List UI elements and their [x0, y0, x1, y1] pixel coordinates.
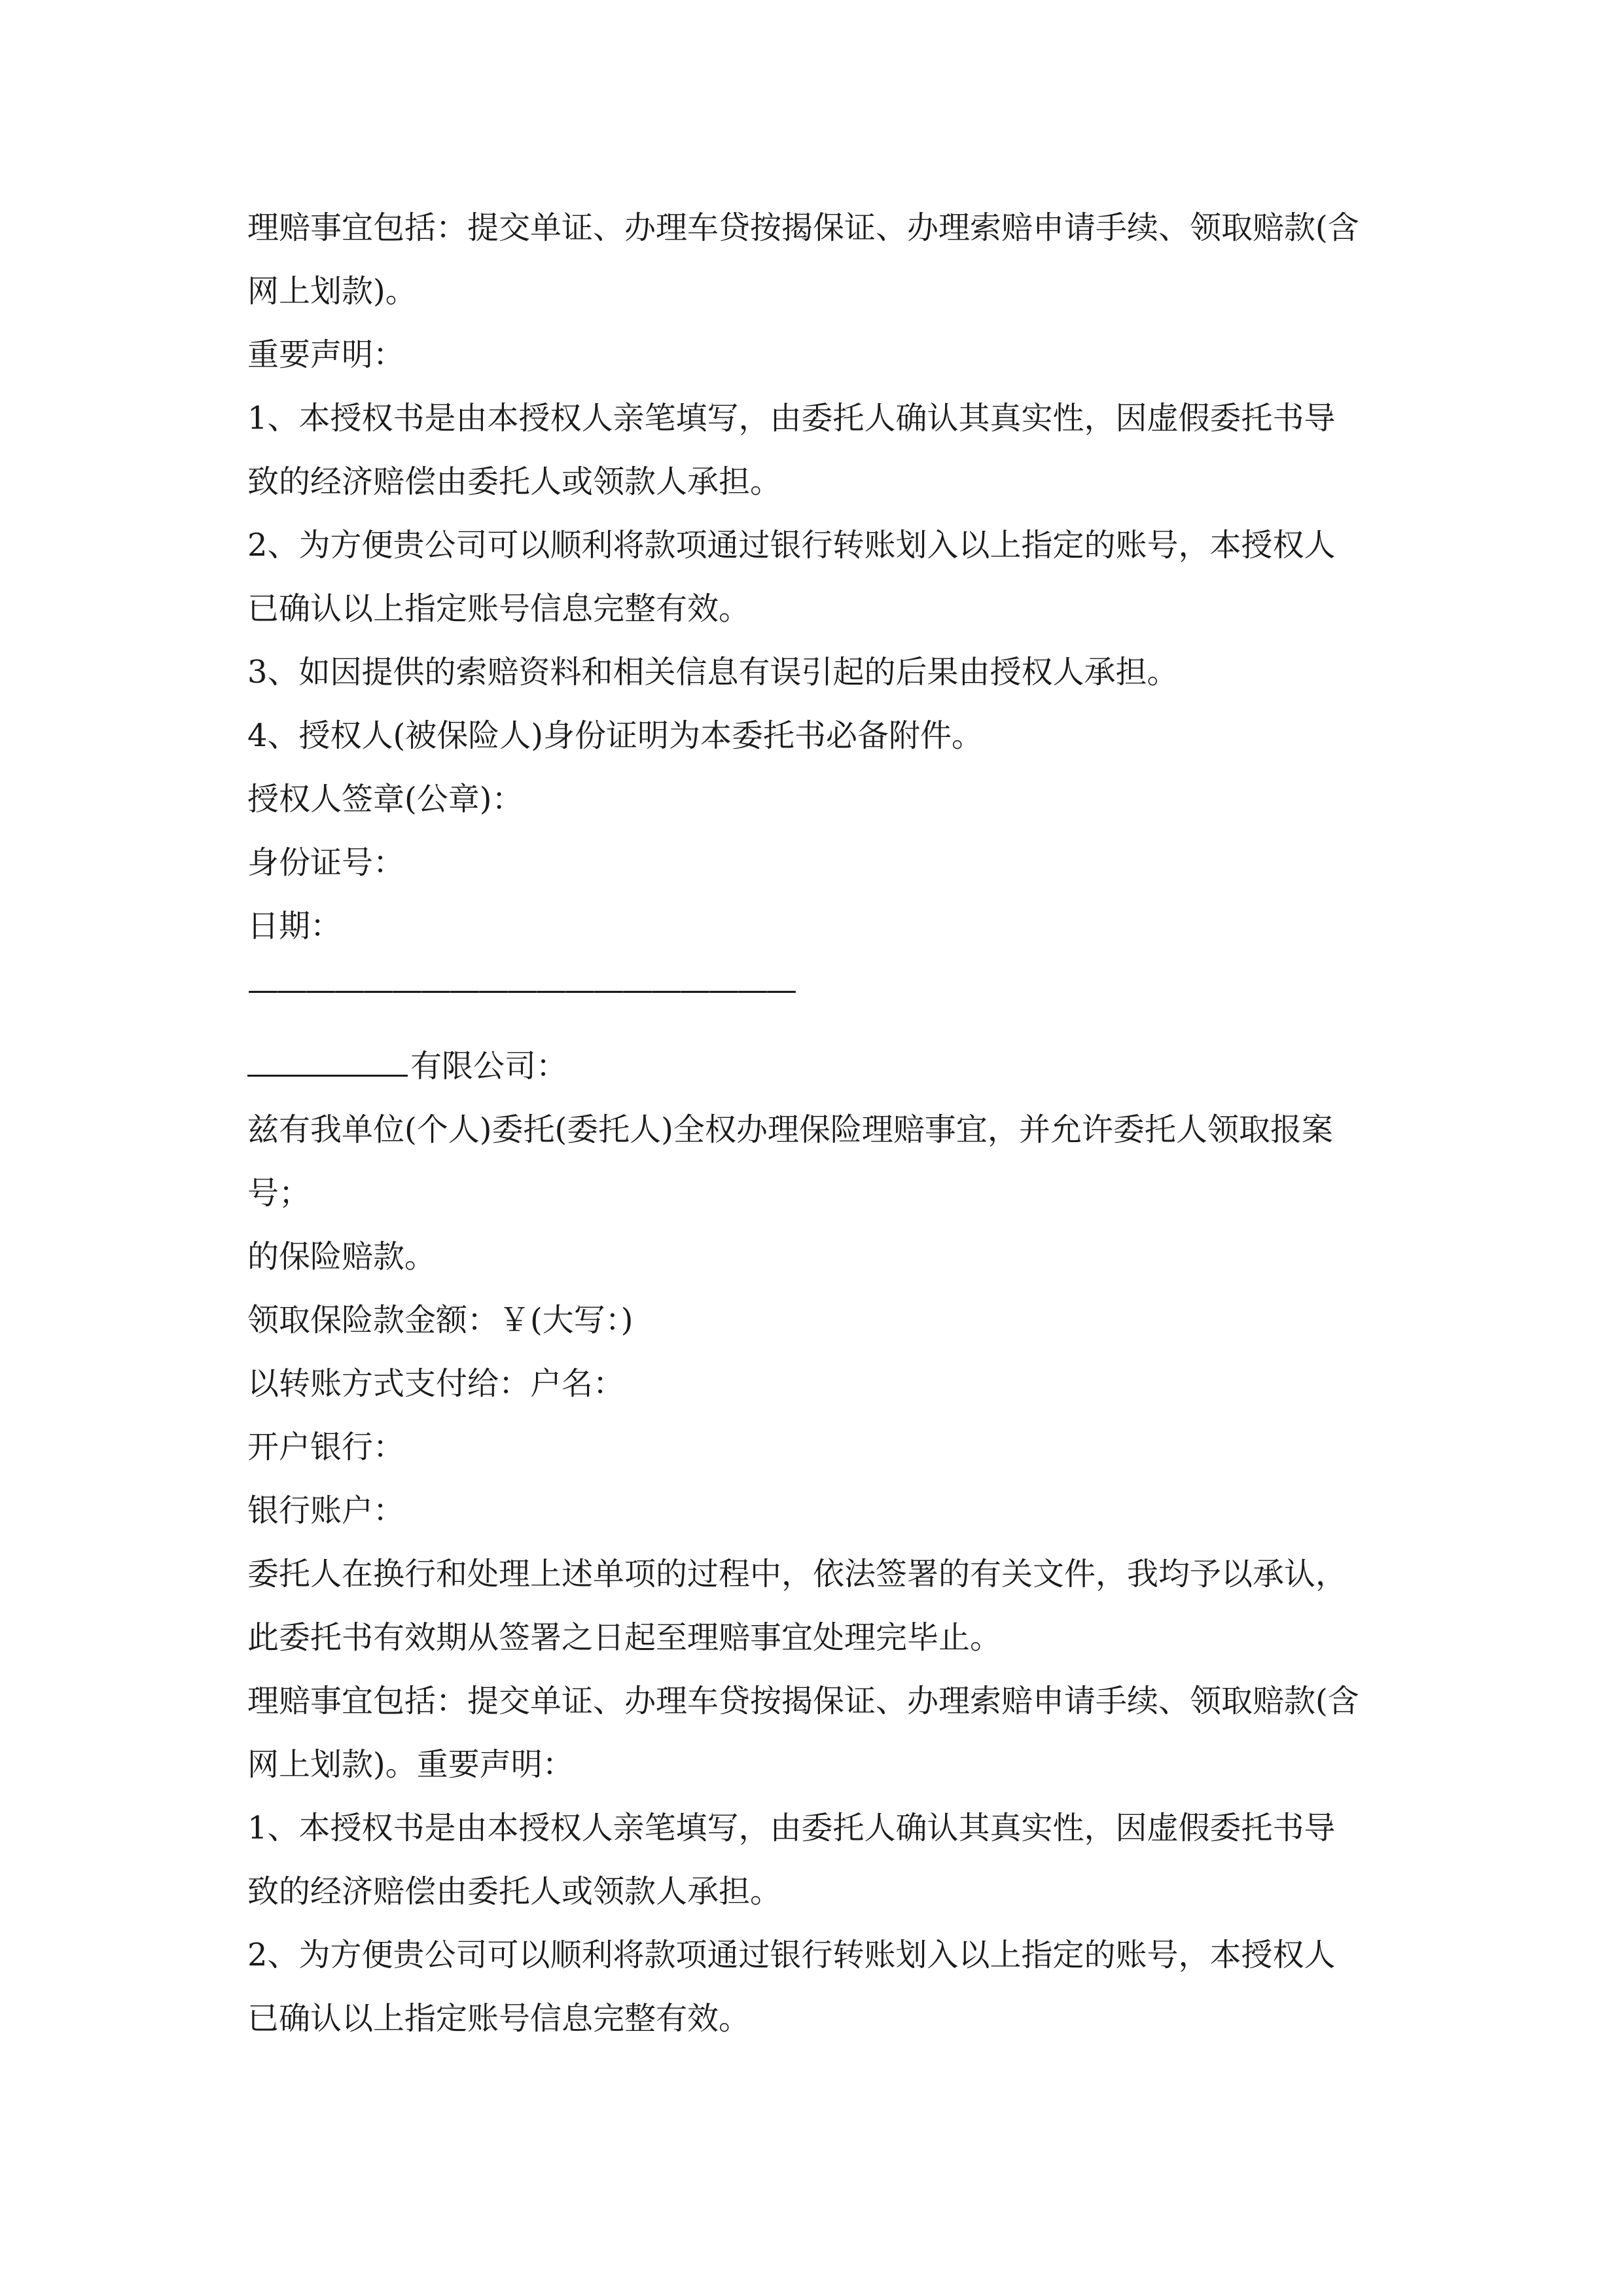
paragraph-line: 理赔事宜包括：提交单证、办理车贷按揭保证、办理索赔申请手续、领取赔款(含	[247, 209, 1359, 246]
paragraph-line: 已确认以上指定账号信息完整有效。	[247, 2000, 751, 2037]
paragraph-line: 2、为方便贵公司可以顺利将款项通过银行转账划入以上指定的账号，本授权人	[247, 527, 1336, 564]
paragraph-line: 1、本授权书是由本授权人亲笔填写，由委托人确认其真实性，因虚假委托书导	[247, 1810, 1336, 1846]
paragraph-line: 此委托书有效期从签署之日起至理赔事宜处理完毕止。	[247, 1619, 1002, 1656]
paragraph-line: 致的经济赔偿由委托人或领款人承担。	[247, 1873, 782, 1910]
amount-field-label: 领取保险款金额：￥(大写：)	[247, 1302, 633, 1338]
separator-line: ———————————————————	[247, 971, 794, 1008]
paragraph-line: 1、本授权书是由本授权人亲笔填写，由委托人确认其真实性，因虚假委托书导	[247, 400, 1336, 437]
paragraph-line: 4、授权人(被保险人)身份证明为本委托书必备附件。	[247, 717, 983, 754]
bank-field-label: 开户银行：	[247, 1429, 405, 1465]
paragraph-line: 网上划款)。	[247, 273, 417, 310]
document-page	[247, 196, 1393, 2051]
id-number-field-label: 身份证号：	[247, 844, 405, 881]
spacer	[247, 1022, 1393, 1035]
paragraph-line: 理赔事宜包括：提交单证、办理车贷按揭保证、办理索赔申请手续、领取赔款(含	[247, 1683, 1359, 1719]
paragraph-line: 号；	[247, 1175, 311, 1211]
paragraph-line: 致的经济赔偿由委托人或领款人承担。	[247, 463, 782, 500]
signature-field-label: 授权人签章(公章)：	[247, 781, 524, 817]
paragraph-line: 2、为方便贵公司可以顺利将款项通过银行转账划入以上指定的账号，本授权人	[247, 1937, 1336, 1973]
section-heading: 重要声明：	[247, 336, 405, 373]
paragraph-line: 网上划款)。重要声明：	[247, 1746, 574, 1783]
paragraph-line: 3、如因提供的索赔资料和相关信息有误引起的后果由授权人承担。	[247, 654, 1179, 691]
company-name-blank	[247, 1035, 408, 1077]
company-line	[247, 1035, 1393, 1098]
date-field-label: 日期：	[247, 908, 342, 944]
bank-account-field-label: 银行账户：	[247, 1492, 405, 1529]
account-name-field-label: 以转账方式支付给：户名：	[247, 1365, 625, 1402]
paragraph-line: 兹有我单位(个人)委托(委托人)全权办理保险理赔事宜，并允许委托人领取报案	[247, 1111, 1333, 1148]
paragraph-line: 的保险赔款。	[247, 1238, 437, 1275]
company-suffix: 有限公司：	[410, 1048, 568, 1085]
paragraph-line: 已确认以上指定账号信息完整有效。	[247, 590, 751, 627]
paragraph-line: 委托人在换行和处理上述单项的过程中，依法签署的有关文件，我均予以承认，	[247, 1556, 1347, 1592]
